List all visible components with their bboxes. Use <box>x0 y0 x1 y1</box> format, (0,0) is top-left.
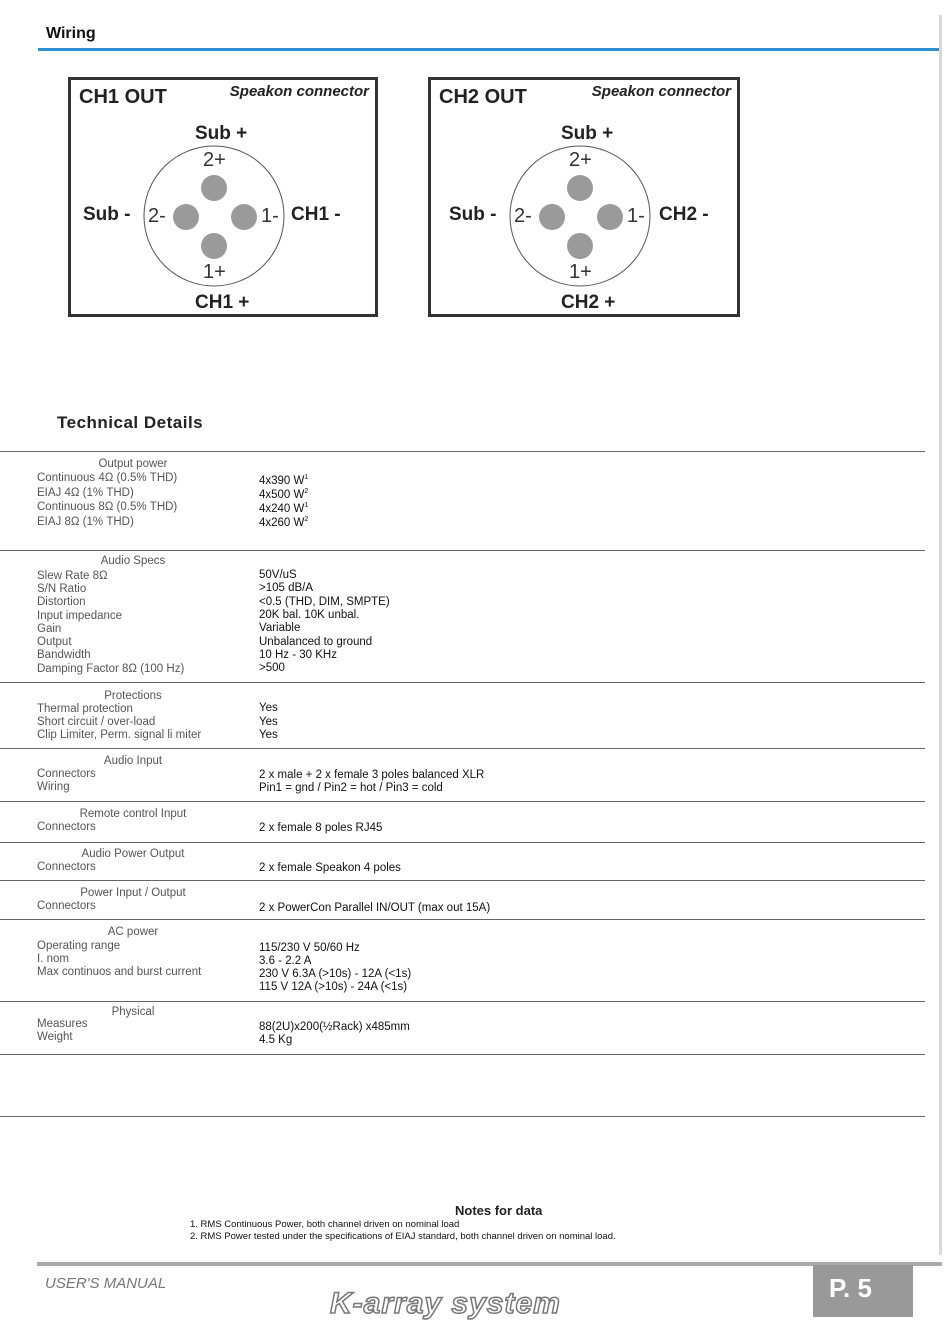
left-label: Sub - <box>83 204 131 225</box>
ch1-connector-diagram <box>68 77 378 317</box>
spec-value: 2 x female Speakon 4 poles <box>259 862 401 874</box>
spec-value: 115 V 12A (>10s) - 24A (<1s) <box>259 981 408 993</box>
spec-label: Continuous 8Ω (0.5% THD) <box>37 501 178 513</box>
output-power-title: Output power <box>98 458 168 470</box>
spec-label: Wiring <box>37 781 70 793</box>
spec-label: EIAJ 4Ω (1% THD) <box>37 487 134 499</box>
power-io-title: Power Input / Output <box>80 887 186 899</box>
audio-input-title: Audio Input <box>103 755 163 767</box>
pin-label-bottom: 1+ <box>203 261 226 283</box>
spec-label: Short circuit / over-load <box>37 716 156 728</box>
protections-title: Protections <box>104 690 162 702</box>
ch1-pin-bottom <box>201 233 227 259</box>
ch2-connector-diagram <box>428 77 740 317</box>
divider <box>0 550 925 551</box>
spec-value: 4.5 Kg <box>259 1034 293 1046</box>
spec-value: 4x260 $W^2$ <box>259 516 309 529</box>
spec-value: Yes <box>259 729 278 741</box>
spec-value: 4x240 $W^1$ <box>259 502 309 515</box>
divider <box>0 1054 925 1055</box>
note-ref: 1 <box>304 502 309 509</box>
spec-value: 10 Hz - 30 KHz <box>259 649 337 661</box>
spec-value: 2 x PowerCon Parallel IN/OUT (max out 15A) <box>259 902 491 914</box>
divider <box>0 801 925 802</box>
header-rule <box>38 48 942 51</box>
spec-label: Connectors <box>37 768 96 780</box>
spec-label: Continuous 4Ω (0.5% THD) <box>37 472 178 484</box>
spec-value: <0.5 (THD, DIM, SMPTE) <box>259 596 390 608</box>
spec-label: Measures <box>37 1018 88 1030</box>
spec-value: 50V/uS <box>259 569 297 581</box>
spec-value: 2 x male + 2 x female 3 poles balanced XLR <box>259 769 485 781</box>
audio-power-output-title: Audio Power Output <box>81 848 185 860</box>
spec-value: Variable <box>259 622 301 634</box>
ch2-pin-left <box>539 204 565 230</box>
spec-value: 4x500 $W^2$ <box>259 488 309 501</box>
divider <box>0 919 925 920</box>
page-title: Wiring <box>46 25 96 42</box>
note-ref: 2 <box>304 516 309 523</box>
spec-value: >500 <box>259 662 285 674</box>
spec-label: Connectors <box>37 861 96 873</box>
pin-label-top: 2+ <box>569 149 592 171</box>
spec-label: Thermal protection <box>37 703 133 715</box>
page-number: P. 5 <box>829 1273 872 1303</box>
spec-value: Yes <box>259 716 278 728</box>
ch2-pin-right <box>597 204 623 230</box>
bottom-label: CH2 + <box>561 292 616 313</box>
footer-rule <box>37 1262 942 1266</box>
audio-specs-title: Audio Specs <box>100 555 166 567</box>
divider <box>0 682 925 683</box>
spec-label: Input impedance <box>37 610 123 622</box>
pin-label-left: 2- <box>514 205 532 227</box>
spec-value: 88(2U)x200(½Rack) x485mm <box>259 1021 410 1033</box>
spec-label: Bandwidth <box>37 649 91 661</box>
spec-value: Yes <box>259 702 278 714</box>
pin-label-right: 1- <box>627 205 645 227</box>
brand-logo: K-array system <box>330 1287 561 1320</box>
pin-label-bottom: 1+ <box>569 261 592 283</box>
pin-label-top: 2+ <box>203 149 226 171</box>
bottom-label: CH1 + <box>195 292 250 313</box>
spec-value: 2 x female 8 poles RJ45 <box>259 822 383 834</box>
spec-value: >105 dB/A <box>259 582 314 594</box>
physical-title: Physical <box>111 1006 155 1018</box>
ch1-pin-right <box>231 204 257 230</box>
notes-title: Notes for data <box>455 1203 543 1218</box>
left-label: Sub - <box>449 204 497 225</box>
note-ref: 2 <box>304 488 309 495</box>
spec-label: EIAJ 8Ω (1% THD) <box>37 516 134 528</box>
spec-label: Output <box>37 636 72 648</box>
ac-power-title: AC power <box>107 926 159 938</box>
spec-value: Pin1 = gnd / Pin2 = hot / Pin3 = cold <box>259 782 443 794</box>
right-label: CH1 - <box>291 204 341 225</box>
spec-value: 115/230 V 50/60 Hz <box>259 942 360 954</box>
connector-title: CH2 OUT <box>439 86 527 108</box>
divider <box>0 451 925 452</box>
divider <box>0 748 925 749</box>
ch1-pin-top <box>201 175 227 201</box>
spec-value: 20K bal. 10K unbal. <box>259 609 360 621</box>
spec-value: 230 V 6.3A (>10s) - 12A (<1s) <box>259 968 412 980</box>
spec-value: 4x390 $W^1$ <box>259 474 309 487</box>
connector-title: CH1 OUT <box>79 86 167 108</box>
spec-label: Max continuos and burst current <box>37 966 202 978</box>
divider <box>0 1001 925 1002</box>
spec-label: Damping Factor 8Ω (100 Hz) <box>37 663 185 675</box>
divider <box>0 1116 925 1117</box>
right-label: CH2 - <box>659 204 709 225</box>
spec-label: Slew Rate 8Ω <box>37 570 108 582</box>
ch2-pin-top <box>567 175 593 201</box>
spec-label: I. nom <box>37 953 69 965</box>
note-item: 2. RMS Power tested under the specifications of EIAJ standard, both channel driven on nominal load. <box>190 1231 616 1242</box>
ch1-pin-left <box>173 204 199 230</box>
spec-value: 3.6 - 2.2 A <box>259 955 312 967</box>
ch2-pin-bottom <box>567 233 593 259</box>
top-label: Sub + <box>195 123 248 144</box>
spec-label: Weight <box>37 1031 73 1043</box>
note-ref: 1 <box>304 474 309 481</box>
spec-label: Clip Limiter, Perm. signal li miter <box>37 729 202 741</box>
spec-label: Connectors <box>37 821 96 833</box>
spec-value: Unbalanced to ground <box>259 636 373 648</box>
divider <box>0 842 925 843</box>
pin-label-left: 2- <box>148 205 166 227</box>
spec-label: Operating range <box>37 940 121 952</box>
spec-label: S/N Ratio <box>37 583 87 595</box>
pin-label-right: 1- <box>261 205 279 227</box>
right-margin-bar <box>939 15 942 1255</box>
section-title: Technical Details <box>57 413 204 432</box>
spec-label: Distortion <box>37 596 86 608</box>
spec-label: Connectors <box>37 900 96 912</box>
divider <box>0 880 925 881</box>
connector-subtitle: Speakon connector <box>591 83 731 100</box>
remote-control-title: Remote control Input <box>79 808 187 820</box>
note-item: 1. RMS Continuous Power, both channel driven on nominal load <box>190 1219 460 1230</box>
connector-subtitle: Speakon connector <box>229 83 369 100</box>
footer-manual-label: USER'S MANUAL <box>45 1275 167 1292</box>
top-label: Sub + <box>561 123 614 144</box>
spec-label: Gain <box>37 623 62 635</box>
